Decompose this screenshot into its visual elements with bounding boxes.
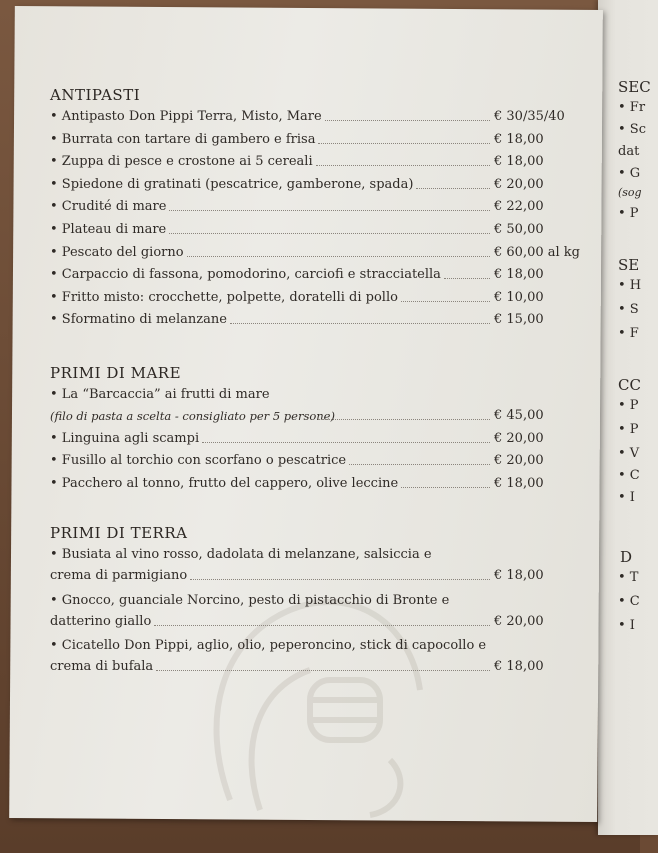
dot-leader [444, 278, 490, 279]
section-antipasti [50, 86, 595, 332]
item-price: € 50,00 [494, 221, 544, 237]
item-name: • Zuppa di pesce e crostone ai 5 cereali [50, 154, 313, 170]
right-fragment: • G [618, 166, 641, 181]
dot-leader [169, 233, 490, 234]
menu-item [50, 151, 595, 174]
menu-item [50, 428, 595, 451]
item-price: € 18,00 [494, 568, 544, 583]
right-fragment: • C [618, 594, 640, 609]
heading-antipasti: ANTIPASTI [50, 86, 141, 104]
item-price: € 22,00 [494, 199, 544, 215]
primi-terra-list [50, 544, 595, 679]
menu-item-line: • Cicatello Don Pippi, aglio, olio, peperoncino, stick di capocollo e [50, 638, 487, 654]
item-name: • Antipasto Don Pippi Terra, Misto, Mare [50, 109, 322, 124]
right-fragment: • Sc [618, 122, 646, 137]
right-fragment: • H [618, 278, 642, 293]
dot-leader [325, 120, 490, 121]
menu-item [50, 287, 595, 310]
menu-item-barcaccia: • La “Barcaccia” ai frutti di mare [50, 387, 270, 402]
menu-item [50, 473, 595, 496]
menu-item [50, 196, 595, 219]
item-price: € 18,00 [494, 659, 544, 675]
dot-leader [187, 256, 490, 257]
item-name: • Linguina agli scampi [50, 430, 200, 446]
item-price: € 18,00 [494, 154, 544, 170]
heading-primi-di-mare: PRIMI DI MARE [50, 364, 182, 382]
menu-item-barcaccia-note [50, 405, 595, 428]
menu-item [50, 611, 595, 634]
right-heading-se: SE [618, 256, 640, 274]
dot-leader [401, 487, 490, 488]
right-fragment: dat [618, 144, 640, 159]
right-heading-d: D [620, 548, 633, 566]
right-heading-secondi: SEC [618, 78, 651, 96]
dot-leader [416, 188, 490, 189]
dot-leader [401, 301, 490, 302]
menu-item [50, 242, 595, 265]
item-price: € 20,00 [494, 453, 544, 469]
menu-item-line: • Busiata al vino rosso, dadolata di melanzane, salsiccia e [50, 547, 432, 562]
item-price: € 20,00 [494, 613, 544, 629]
right-fragment: • I [618, 618, 635, 633]
right-fragment: • F [618, 326, 639, 341]
dot-leader [316, 165, 490, 166]
right-menu-page [598, 0, 658, 835]
right-fragment: • P [618, 206, 639, 221]
menu-item [50, 450, 595, 473]
heading-primi-di-terra: PRIMI DI TERRA [50, 524, 188, 542]
item-price: € 18,00 [494, 131, 544, 147]
item-name: • Crudité di mare [50, 199, 167, 215]
menu-item [50, 219, 595, 242]
right-heading-cc: CC [618, 376, 641, 394]
menu-item [50, 309, 595, 332]
dot-leader [154, 625, 490, 626]
menu-item [50, 565, 595, 588]
item-name: • Carpaccio di fassona, pomodorino, carciofi e stracciatella [50, 267, 441, 283]
item-name: • Fusillo al torchio con scorfano o pescatrice [50, 453, 347, 469]
dot-leader [190, 579, 490, 580]
menu-item-line: • Gnocco, guanciale Norcino, pesto di pistacchio di Bronte e [50, 592, 450, 608]
menu-item [50, 656, 595, 679]
right-fragment: • P [618, 422, 639, 437]
item-name: • Sformatino di melanzane [50, 312, 227, 328]
antipasti-list [50, 106, 595, 332]
item-name: • Pescato del giorno [50, 244, 184, 260]
menu-item [50, 106, 595, 129]
item-price: € 60,00 al kg [494, 244, 580, 260]
dot-leader [156, 670, 490, 671]
item-price: € 10,00 [494, 289, 544, 305]
item-name: • Plateau di mare [50, 221, 167, 237]
right-fragment: • P [618, 398, 639, 413]
right-fragment: • S [618, 302, 639, 317]
right-fragment: • I [618, 490, 635, 505]
item-name: • Fritto misto: crocchette, polpette, doratelli di pollo [50, 289, 398, 305]
dot-leader [318, 419, 490, 420]
dot-leader [202, 442, 490, 443]
item-price: € 18,00 [494, 267, 544, 283]
item-name: crema di bufala [50, 659, 154, 675]
menu-item [50, 129, 595, 152]
item-note: (filo di pasta a scelta - consigliato per 5 persone) [50, 409, 335, 423]
item-name: • Pacchero al tonno, frutto del cappero, olive leccine [50, 475, 399, 491]
menu-item [50, 174, 595, 197]
primi-mare-list [50, 428, 595, 496]
right-fragment: (sog [618, 186, 642, 199]
dot-leader [169, 210, 490, 211]
dot-leader [318, 143, 490, 144]
dot-leader [349, 464, 490, 465]
item-price: € 20,00 [494, 176, 544, 192]
item-price: € 30/35/40 [494, 109, 565, 124]
item-name: datterino giallo [50, 613, 152, 629]
item-price: € 18,00 [494, 475, 544, 491]
item-name: • Spiedone di gratinati (pescatrice, gamberone, spada) [50, 176, 414, 192]
section-primi-di-terra [50, 524, 595, 681]
right-fragment: • C [618, 468, 640, 483]
right-fragment: • T [618, 570, 639, 585]
right-fragment: • Fr [618, 100, 646, 115]
right-fragment: • V [618, 446, 640, 461]
menu-item [50, 264, 595, 287]
section-primi-di-mare [50, 364, 595, 495]
item-price: € 45,00 [494, 408, 544, 423]
dot-leader [230, 323, 490, 324]
item-name: • Burrata con tartare di gambero e frisa [50, 131, 316, 147]
item-price: € 20,00 [494, 430, 544, 446]
item-name: crema di parmigiano [50, 568, 188, 583]
item-price: € 15,00 [494, 312, 544, 328]
